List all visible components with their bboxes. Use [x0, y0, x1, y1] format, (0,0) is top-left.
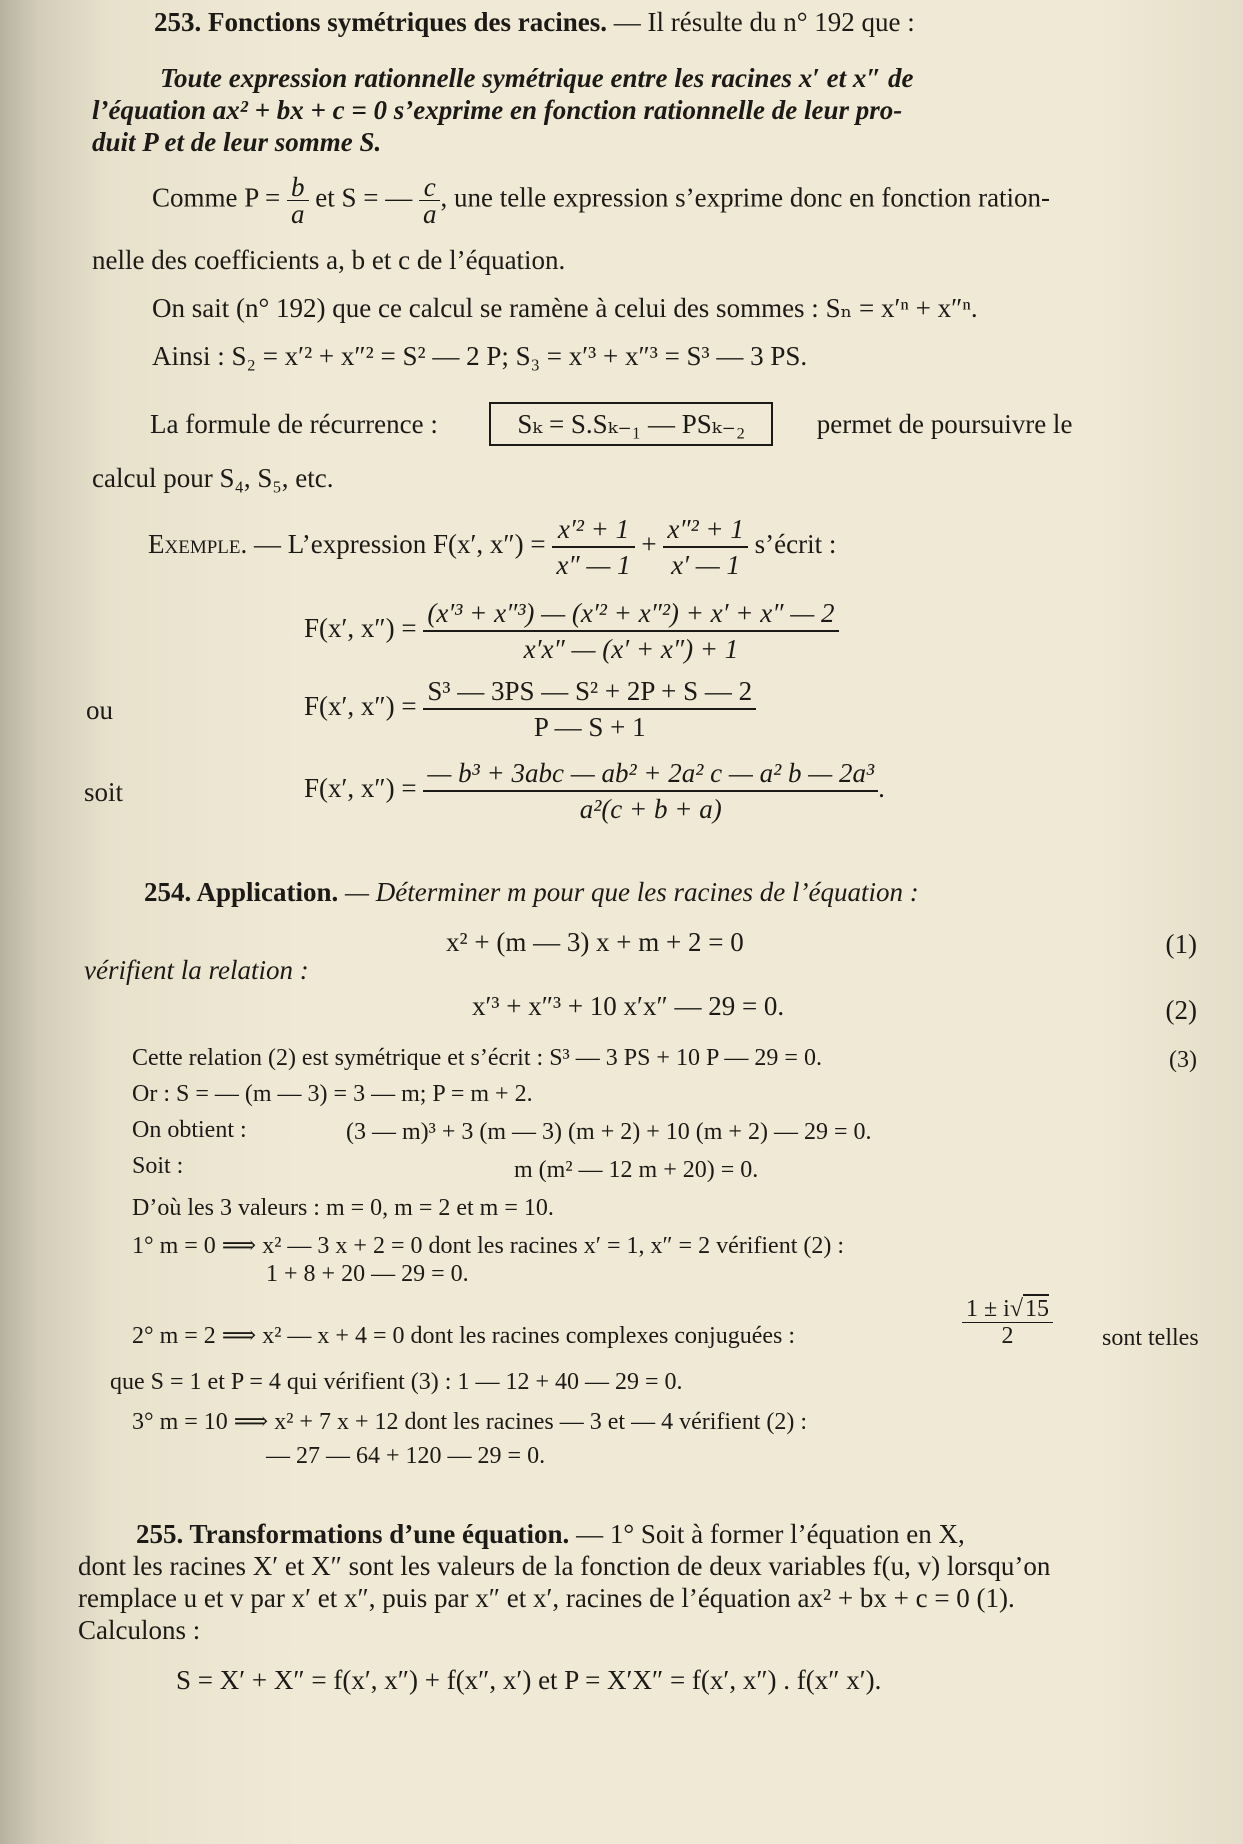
F1-fraction: $\frac{\text{(x′³ + x″³) — (x′² + x″²) + x′ + x″ — 2}}{x'x'' — (x' + x'') + 1}$ — [423, 596, 838, 666]
obtient-equation: (3 — m)³ + 3 (m — 3) (m + 2) + 10 (m + 2) — 29 = 0. — [346, 1119, 872, 1145]
recurrence-line-2: calcul pour S₄, S₅, etc. — [92, 463, 334, 493]
case-1-line-1: 1° m = 0 ⟹ x² — 3 x + 2 = 0 dont les racines x′ = 1, x″ = 2 vérifient (2) : — [132, 1233, 845, 1259]
relation-sym-line: Cette relation (2) est symétrique et s’écrit : S³ — 3 PS + 10 P — 29 = 0. — [132, 1045, 822, 1071]
formula-F2 — [304, 674, 756, 744]
case-2-line-2: que S = 1 et P = 4 qui vérifient (3) : 1 — 12 + 40 — 29 = 0. — [110, 1369, 683, 1395]
soit-label: soit — [84, 777, 124, 807]
case-1-line-2: 1 + 8 + 20 — 29 = 0. — [266, 1261, 469, 1287]
ainsi-line: Ainsi : S₂ = x′² + x″² = S² — 2 P; S₃ = x′³ + x″³ = S³ — 3 PS. — [152, 341, 808, 371]
sqrt-sign-icon: √ — [1009, 1296, 1024, 1322]
F3-period: . — [878, 773, 885, 804]
F2-fraction: $\frac{\text{S³ — 3PS — S² + 2P + S — 2}}{P — S + 1}$ — [423, 674, 756, 744]
F2-lhs: F(x′, x″) = — [304, 691, 417, 722]
case-2-frac-radicand: 15 — [1025, 1296, 1050, 1322]
verifient-text: vérifient la relation : — [84, 955, 309, 985]
section-255-line-5: S = X′ + X″ = f(x′, x″) + f(x″, x′) et P = X′X″ = f(x′, x″) . f(x″ x′). — [176, 1665, 882, 1695]
section-254-intro: — Déterminer m pour que les racines de l’équation : — [345, 877, 919, 907]
case-2-frac-denominator: 2 — [1001, 1323, 1014, 1349]
section-254-heading-line — [144, 876, 919, 908]
section-255-line-1: — 1° Soit à former l’équation en X, — [576, 1519, 965, 1549]
ou-label: ou — [86, 695, 113, 725]
equation-1: x² + (m — 3) x + m + 2 = 0 — [446, 927, 744, 957]
recurrence-line — [150, 402, 1072, 446]
soit-2-label: Soit : — [132, 1153, 184, 1179]
plus-sign: + — [641, 529, 657, 560]
theorem-line-1: Toute expression rationnelle symétrique entre les racines x′ et x″ de — [160, 63, 914, 93]
fraction-c-over-a: $\frac{c}{a}$ — [419, 174, 441, 227]
section-255-line-2: dont les racines X′ et X″ sont les valeurs de la fonction de deux variables f(u, v) lorsqu’on — [78, 1551, 1051, 1581]
recurrence-text: La formule de récurrence : — [150, 409, 438, 439]
example-fraction-1: $\frac{\text{x′² + 1}}{x'' — 1}$ — [552, 512, 634, 582]
section-255-heading-line — [136, 1518, 965, 1550]
case-2-line-1: 2° m = 2 ⟹ x² — x + 4 = 0 dont les racines complexes conjuguées : — [132, 1323, 796, 1349]
equation-2: x′³ + x″³ + 10 x′x″ — 29 = 0. — [472, 991, 785, 1021]
comme-text-a: Comme P = — [152, 182, 281, 213]
section-255-line-3: remplace u et v par x′ et x″, puis par x″ et x′, racines de l’équation ax² + bx + c = 0 (1). — [78, 1583, 1015, 1613]
recurrence-text-b: permet de poursuivre le — [816, 409, 1073, 439]
section-253-intro: — Il résulte du n° 192 que : — [613, 7, 915, 37]
exemple-line — [148, 512, 836, 582]
section-255-line-4: Calculons : — [78, 1615, 201, 1645]
equation-2-number: (2) — [1165, 995, 1197, 1025]
theorem-line-2: l’équation ax² + bx + c = 0 s’exprime en fonction rationnelle de leur pro- — [92, 95, 903, 125]
equation-1-number: (1) — [1165, 929, 1197, 959]
soit-equation: m (m² — 12 m + 20) = 0. — [514, 1157, 759, 1183]
section-255-heading: 255. Transformations d’une équation. — [136, 1519, 570, 1549]
formula-F1 — [304, 596, 839, 666]
F3-lhs: F(x′, x″) = — [304, 773, 417, 804]
section-254-heading: 254. Application. — [144, 877, 339, 907]
comme-line — [152, 174, 1050, 227]
on-sait-line: On sait (n° 192) que ce calcul se ramène à celui des sommes : Sₙ = x′ⁿ + x″ⁿ. — [152, 293, 978, 323]
obtient-label: On obtient : — [132, 1117, 247, 1143]
case-2-fraction — [962, 1296, 1053, 1349]
equation-3-number: (3) — [1169, 1047, 1197, 1073]
exemple-ecrit: s’écrit : — [754, 529, 837, 560]
formula-F3 — [304, 756, 885, 826]
exemple-text: — L’expression F(x′, x″) = — [254, 529, 546, 560]
case-3-line-1: 3° m = 10 ⟹ x² + 7 x + 12 dont les racines — 3 et — 4 vérifient (2) : — [132, 1409, 808, 1435]
case-2-tail: sont telles — [1102, 1325, 1199, 1351]
theorem-line-3: duit P et de leur somme S. — [92, 127, 382, 157]
comme-text-c: , une telle expression s’exprime donc en fonction ration- — [440, 182, 1051, 213]
fraction-b-over-a: $\frac{b}{a}$ — [287, 174, 309, 227]
dou-line: D’où les 3 valeurs : m = 0, m = 2 et m = 10. — [132, 1195, 554, 1221]
F3-fraction: $\frac{\text{— b³ + 3abc — ab² + 2a² c — a² b — 2a³}}{\text{a²(c + b + a)}}$ — [423, 756, 878, 826]
comme-line-2: nelle des coefficients a, b et c de l’équation. — [92, 245, 566, 275]
exemple-label: Exemple. — [148, 529, 248, 560]
section-253-heading: 253. Fonctions symétriques des racines. — [154, 7, 607, 37]
or-line: Or : S = — (m — 3) = 3 — m; P = m + 2. — [132, 1081, 533, 1107]
comme-text-b: et S = — — [315, 182, 413, 213]
case-2-fraction-wrap — [962, 1296, 1053, 1349]
F1-lhs: F(x′, x″) = — [304, 613, 417, 644]
case-2-frac-numerator: 1 ± i — [966, 1296, 1010, 1322]
case-3-line-2: — 27 — 64 + 120 — 29 = 0. — [266, 1443, 546, 1469]
recurrence-formula-box: Sₖ = S.Sₖ₋₁ — PSₖ₋₂ — [489, 402, 773, 446]
example-fraction-2: $\frac{\text{x″² + 1}}{x' — 1}$ — [663, 512, 748, 582]
section-253-heading-line — [154, 6, 915, 38]
